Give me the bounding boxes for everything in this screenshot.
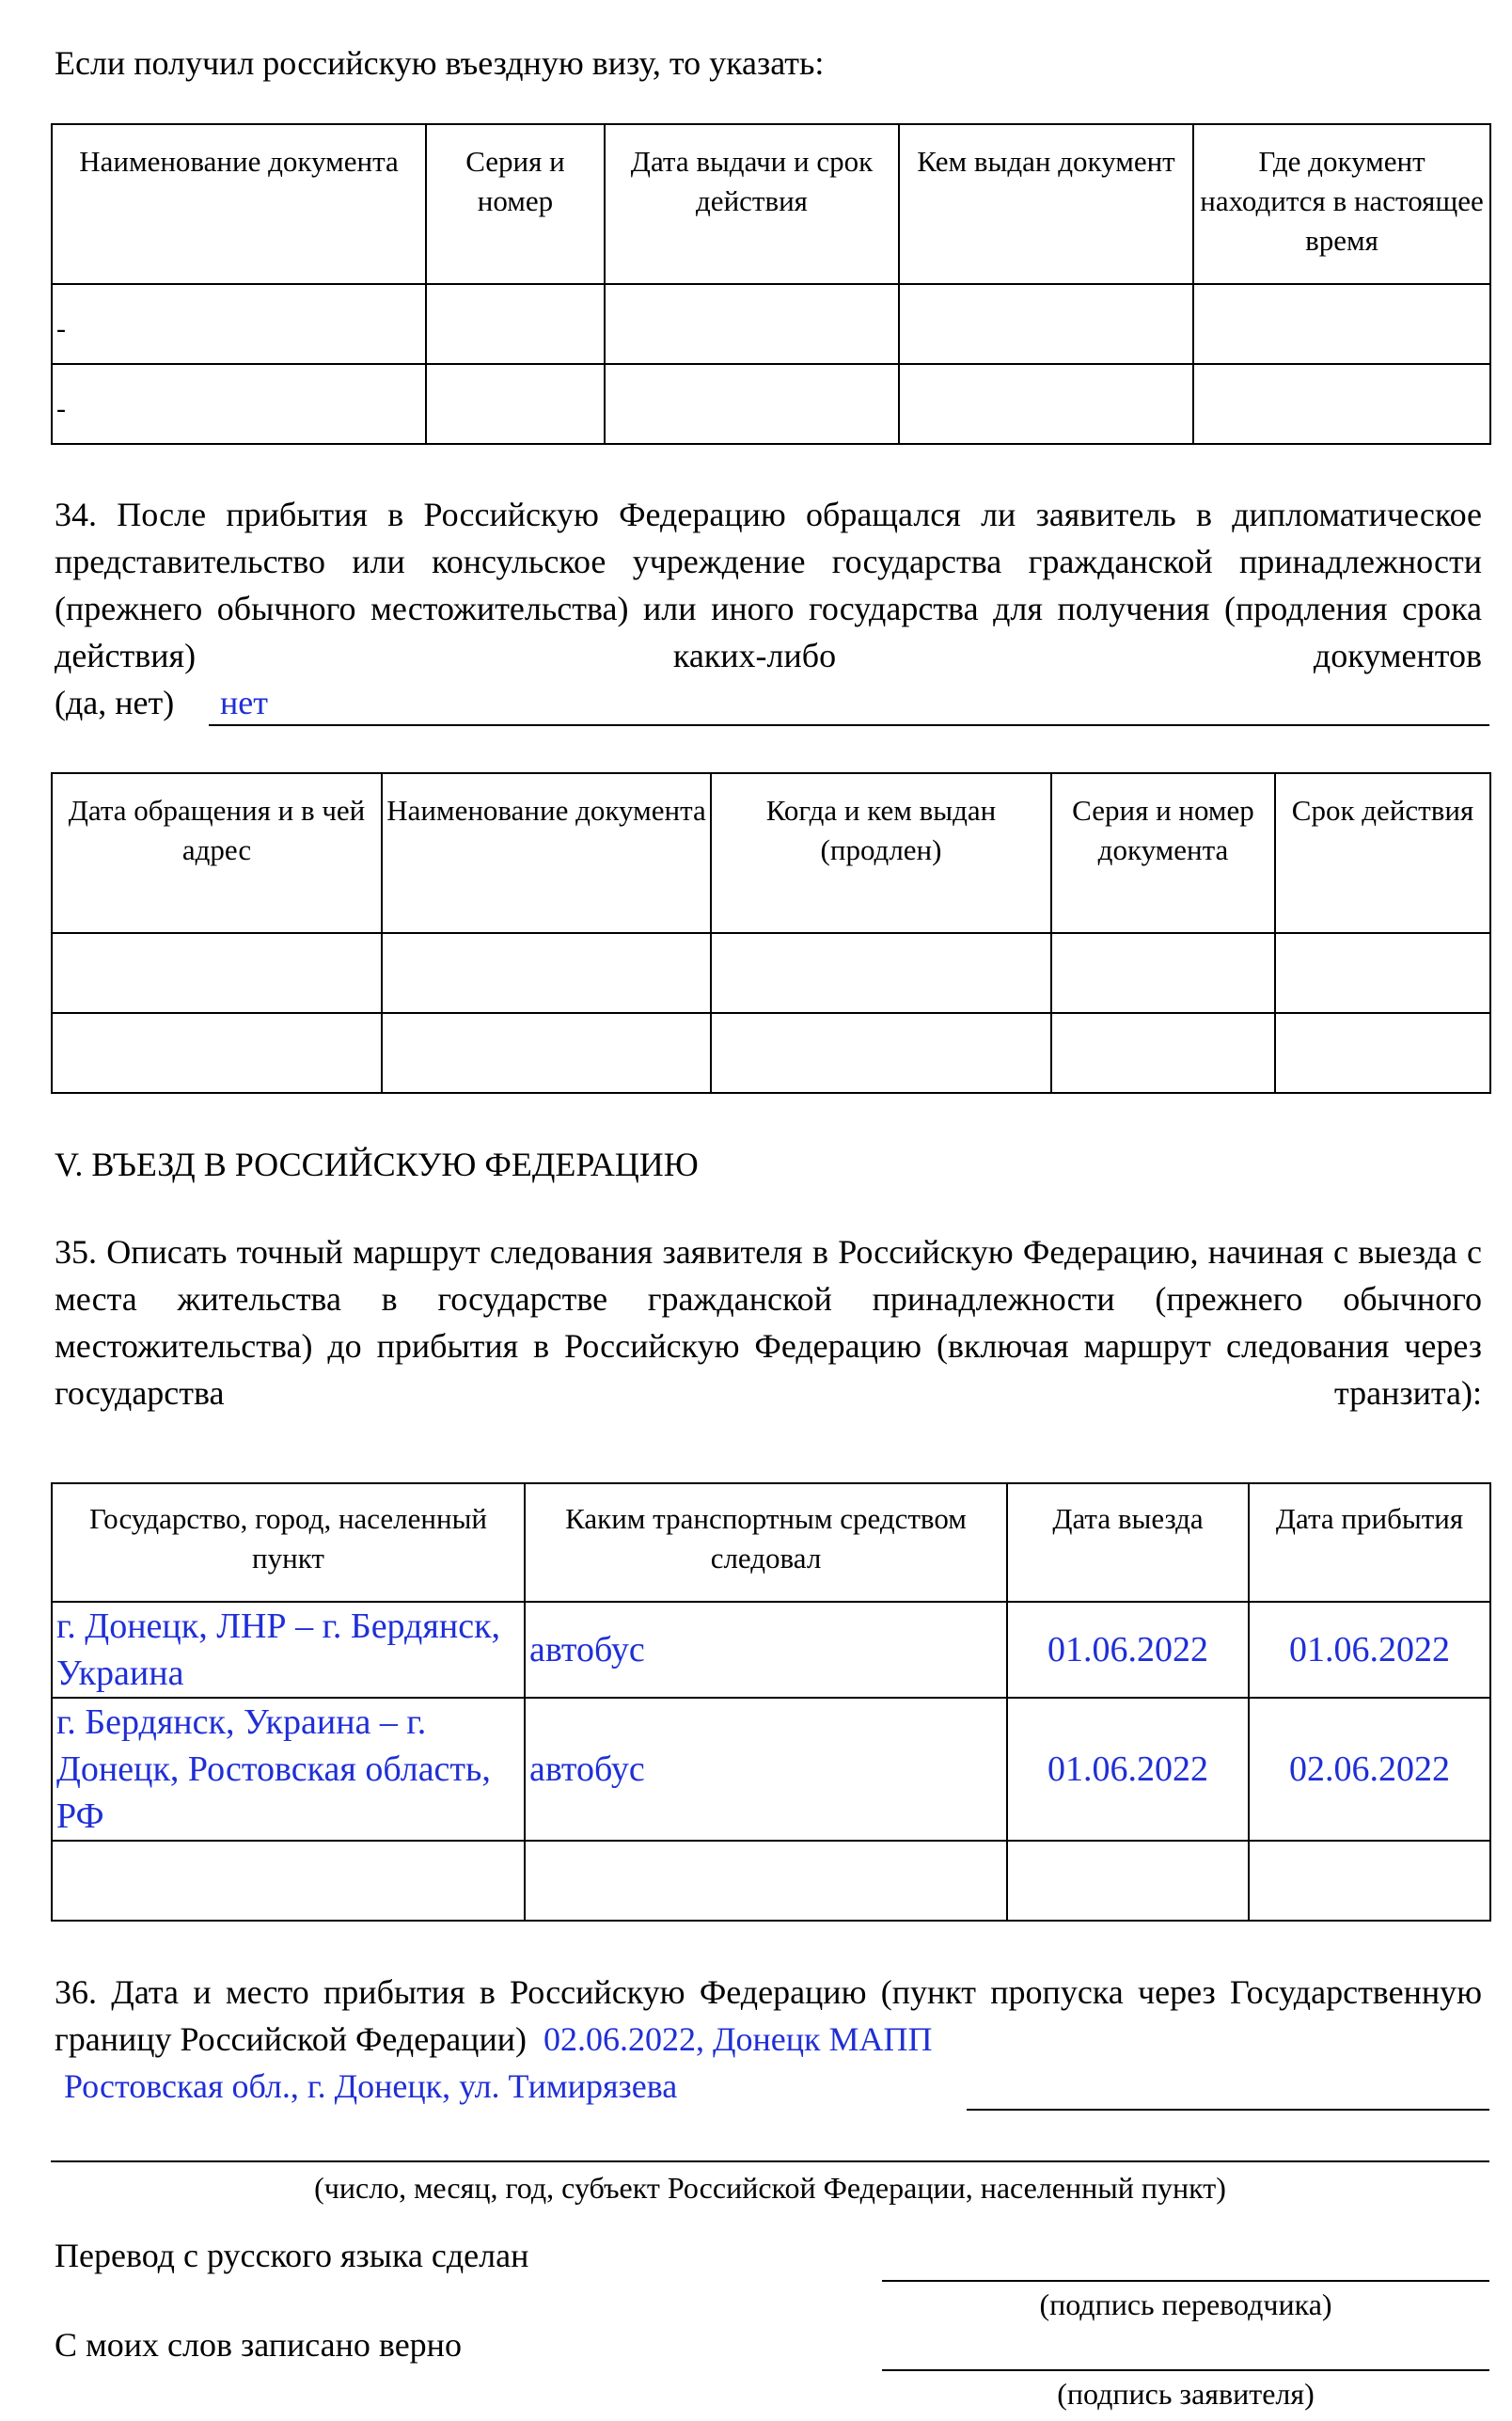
route-departure-cell[interactable]: 01.06.2022 [1007,1698,1249,1841]
question-36-text [55,1969,1482,2063]
section-title: V. ВЪЕЗД В РОССИЙСКУЮ ФЕДЕРАЦИЮ [55,1146,699,1183]
column-header: Серия и номер [426,124,605,284]
table-row [52,1841,1490,1921]
table-row [52,933,1490,1013]
table-cell[interactable] [426,364,605,444]
route-place-cell[interactable] [52,1841,525,1921]
table-cell[interactable] [426,284,605,364]
table-cell[interactable] [711,1013,1051,1093]
question-36-caption: (число, месяц, год, субъект Российской Федерации, населенный пункт) [314,2171,1226,2205]
answer-underline [51,2160,1489,2162]
table-row [52,364,1490,444]
question-36-label: 36. Дата и место прибытия в Российскую Федерацию (пункт пропуска через Государственную границу Российской Федерации) [55,1973,1482,2058]
table-cell[interactable] [52,933,382,1013]
table-cell[interactable] [382,933,711,1013]
table-cell[interactable]: - [52,364,426,444]
column-header: Наименование документа [52,124,426,284]
table-cell[interactable] [52,1013,382,1093]
table-cell[interactable] [1051,933,1275,1013]
answer-underline [209,724,1489,726]
table-cell[interactable] [1193,364,1490,444]
translator-signature-line[interactable] [882,2280,1489,2282]
column-header: Государство, город, населенный пункт [52,1483,525,1602]
applicant-caption: (подпись заявителя) [1057,2377,1315,2411]
route-transport-cell[interactable]: автобус [525,1698,1007,1841]
column-header: Наименование документа [382,773,711,933]
column-header: Дата выезда [1007,1483,1249,1602]
question-34-label: (да, нет) [55,684,175,721]
route-table [51,1482,1491,1922]
table-cell[interactable] [382,1013,711,1093]
route-place-cell[interactable]: г. Донецк, ЛНР – г. Бердянск, Украина [52,1602,525,1698]
answer-underline [967,2109,1489,2111]
column-header: Серия и номер документа [1051,773,1275,933]
table-row [52,1602,1490,1698]
route-arrival-cell[interactable]: 01.06.2022 [1249,1602,1490,1698]
table-row [52,1013,1490,1093]
route-arrival-cell[interactable] [1249,1841,1490,1921]
applicant-signature-line[interactable] [882,2369,1489,2371]
table-cell[interactable] [605,284,899,364]
applicant-label: С моих слов записано верно [55,2326,462,2364]
route-arrival-cell[interactable]: 02.06.2022 [1249,1698,1490,1841]
table-cell[interactable]: - [52,284,426,364]
route-transport-cell[interactable]: автобус [525,1602,1007,1698]
table-header-row [52,1483,1490,1602]
question-36-answer-line2[interactable]: Ростовская обл., г. Донецк, ул. Тимирязева [64,2067,678,2105]
question-35-text: 35. Описать точный маршрут следования заявителя в Российскую Федерацию, начиная с выезда с места жительства в государстве гражданской принадлежности (прежнего обычного местожительства) до прибытия в Российскую Федерацию (включая маршрут следования через государства транзита): [55,1233,1482,1412]
column-header: Дата прибытия [1249,1483,1490,1602]
table-cell[interactable] [1275,1013,1490,1093]
table-cell[interactable] [1193,284,1490,364]
route-place-cell[interactable]: г. Бердянск, Украина – г. Донецк, Ростовская область, РФ [52,1698,525,1841]
column-header: Когда и кем выдан (продлен) [711,773,1051,933]
table-row [52,1698,1490,1841]
consulate-table [51,772,1491,1094]
visa-table [51,123,1491,445]
column-header: Срок действия [1275,773,1490,933]
question-34-text: 34. После прибытия в Российскую Федерацию обращался ли заявитель в дипломатическое представительство или консульское учреждение государства гражданской принадлежности (прежнего обычного местожительства) или иного государства для получения (продления срока действия) каких-либо документов [55,496,1482,674]
translator-caption: (подпись переводчика) [1039,2287,1332,2321]
table-cell[interactable] [899,364,1193,444]
route-departure-cell[interactable] [1007,1841,1249,1921]
table-cell[interactable] [899,284,1193,364]
visa-intro: Если получил российскую въездную визу, то указать: [55,44,825,82]
question-34-answer[interactable]: нет [220,684,268,721]
question-36-answer-line1[interactable]: 02.06.2022, Донецк МАПП [543,2020,933,2058]
table-header-row [52,773,1490,933]
column-header: Кем выдан документ [899,124,1193,284]
table-cell[interactable] [605,364,899,444]
table-header-row [52,124,1490,284]
table-cell[interactable] [1275,933,1490,1013]
table-cell[interactable] [711,933,1051,1013]
column-header: Каким транспортным средством следовал [525,1483,1007,1602]
route-transport-cell[interactable] [525,1841,1007,1921]
table-row [52,284,1490,364]
translator-label: Перевод с русского языка сделан [55,2237,529,2274]
column-header: Дата выдачи и срок действия [605,124,899,284]
table-cell[interactable] [1051,1013,1275,1093]
route-departure-cell[interactable]: 01.06.2022 [1007,1602,1249,1698]
column-header: Дата обращения и в чей адрес [52,773,382,933]
column-header: Где документ находится в настоящее время [1193,124,1490,284]
